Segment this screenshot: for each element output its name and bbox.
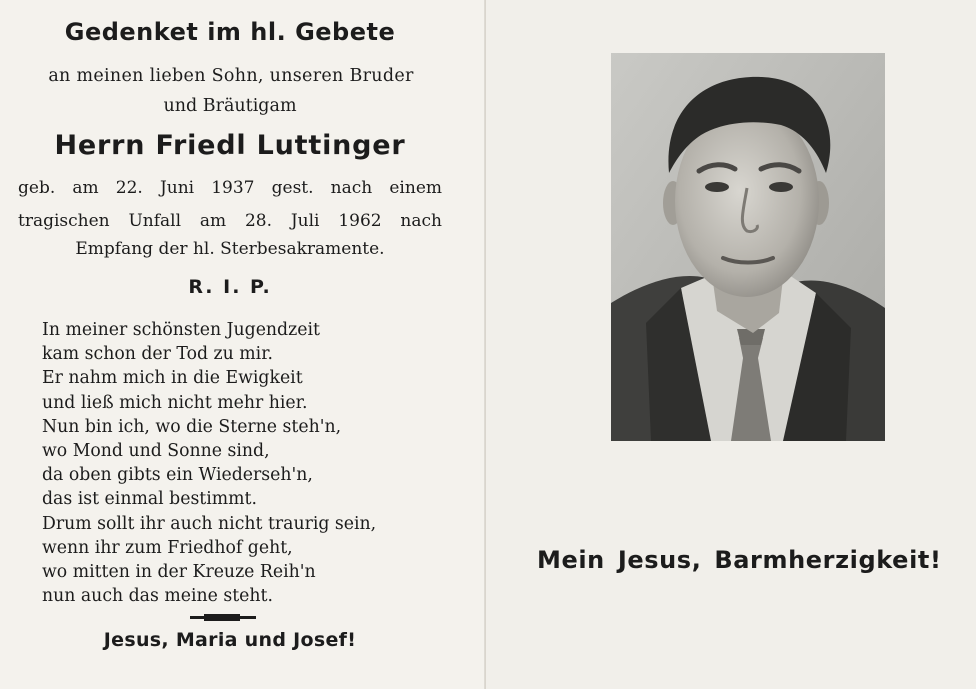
bio-line-3: Empfang der hl. Sterbesakramente. — [75, 239, 385, 259]
invocation-text: Mein Jesus, Barmherzigkeit! — [537, 546, 942, 574]
poem-line: wo mitten in der Kreuze Reih'n — [42, 562, 316, 583]
closing-prayer: Jesus, Maria und Josef! — [103, 629, 357, 651]
left-page — [0, 0, 486, 689]
rip-text: R. I. P. — [188, 276, 272, 298]
poem-line: wo Mond und Sonne sind, — [42, 441, 270, 462]
poem-line: wenn ihr zum Friedhof geht, — [42, 537, 293, 558]
dedication-line-1: an meinen lieben Sohn, unseren Bruder — [48, 66, 414, 86]
bio-line-1: geb. am 22. Juni 1937 gest. nach einem — [18, 178, 442, 198]
dedication-line-2: und Bräutigam — [163, 96, 297, 116]
ornament-divider — [190, 616, 256, 619]
poem-line: Er nahm mich in die Ewigkeit — [42, 368, 303, 389]
poem-line: und ließ mich nicht mehr hier. — [42, 392, 308, 413]
memorial-title: Gedenket im hl. Gebete — [64, 18, 396, 46]
poem-line: kam schon der Tod zu mir. — [42, 344, 274, 365]
poem-line: In meiner schönsten Jugendzeit — [42, 320, 320, 340]
poem-line: das ist einmal bestimmt. — [42, 489, 257, 510]
poem-line: Drum sollt ihr auch nicht traurig sein, — [42, 513, 377, 534]
poem-line: Nun bin ich, wo die Sterne steh'n, — [42, 416, 342, 437]
poem-line: da oben gibts ein Wiederseh'n, — [42, 465, 313, 486]
poem-line: nun auch das meine steht. — [42, 586, 273, 607]
portrait-photo — [611, 53, 885, 441]
deceased-name: Herrn Friedl Luttinger — [54, 130, 406, 161]
portrait-illustration — [611, 53, 885, 441]
memorial-poem — [42, 318, 442, 608]
bio-line-2: tragischen Unfall am 28. Juli 1962 nach — [18, 211, 442, 231]
